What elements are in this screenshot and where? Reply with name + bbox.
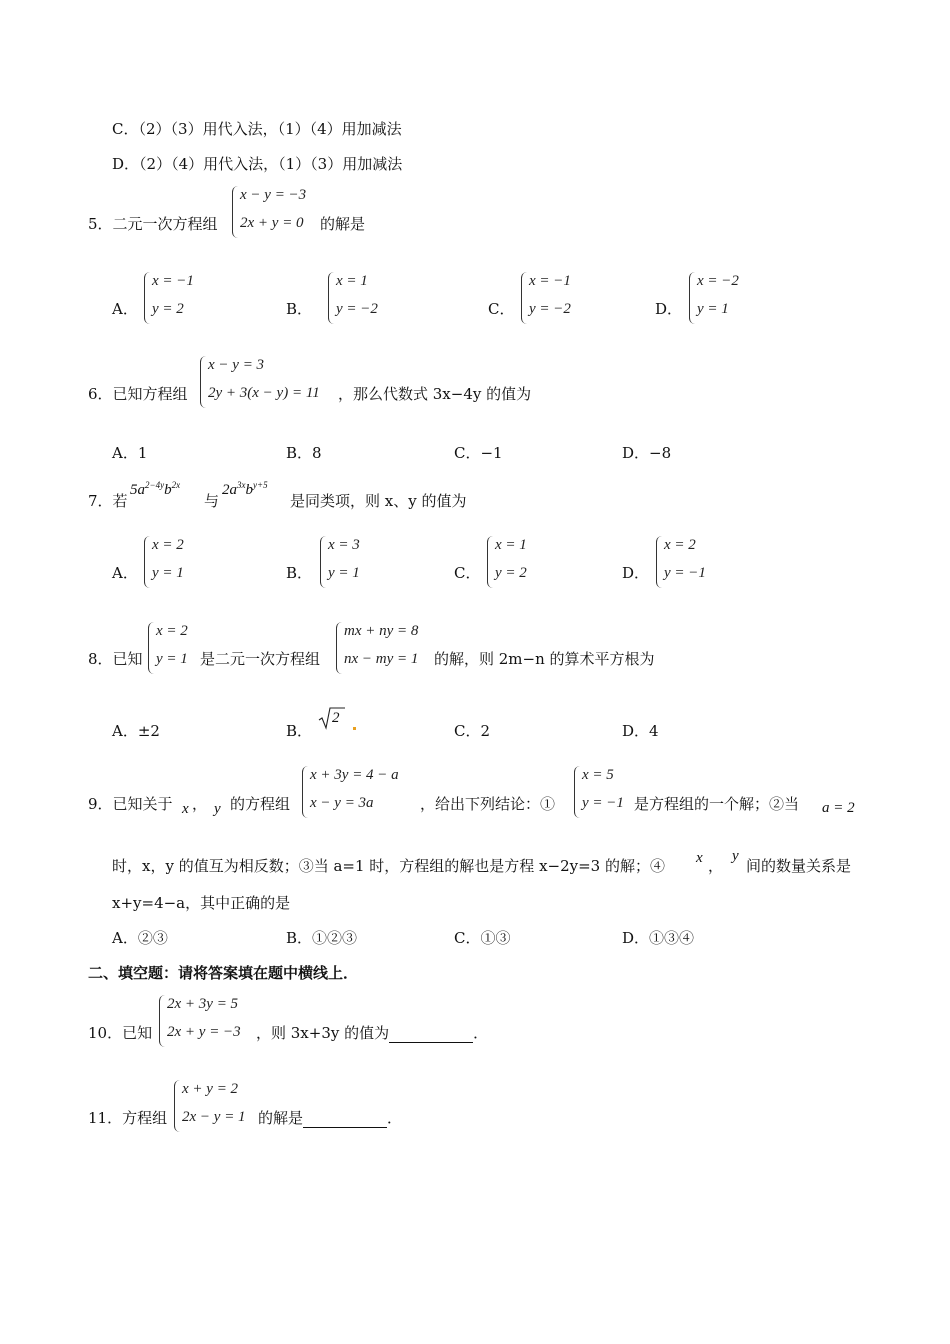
q11-tail-text: 的解是 [258, 1109, 304, 1127]
q9-var-x: x [182, 801, 189, 817]
q11-system [174, 1080, 264, 1132]
term-base: 5a [130, 482, 145, 498]
q5-option-c [521, 272, 591, 324]
period: ． [387, 1109, 403, 1127]
q9-line2-tail: 间的数量关系是 [746, 857, 852, 875]
equation: x = 3 [328, 537, 360, 553]
orange-dot [353, 727, 356, 730]
q5-option-b-label: B． [286, 300, 313, 318]
q5-stem: 5．二元一次方程组 [88, 215, 218, 233]
q7-option-b-label: B． [286, 564, 313, 582]
q9-mid: 的方程组 [230, 795, 291, 813]
period: ． [473, 1024, 489, 1042]
q7-stem: 7．若 [88, 492, 128, 510]
equation: y = −2 [336, 301, 378, 317]
brace-icon [656, 536, 663, 588]
equation: 2x − y = 1 [182, 1109, 246, 1125]
equation: 2x + y = −3 [167, 1024, 241, 1040]
q6-option-a: A．1 [112, 444, 148, 462]
q6-option-b: B．8 [286, 444, 322, 462]
q9-system [302, 766, 422, 818]
equation: 2x + y = 0 [240, 215, 304, 231]
term-base: 2a [222, 482, 237, 498]
q8-option-b: B． [286, 722, 313, 740]
q9-solution [574, 766, 634, 818]
q9-line2: 时，x，y 的值互为相反数；③当 a=1 时，方程组的解也是方程 x−2y=3 的解；④ [112, 857, 665, 875]
brace-icon [148, 622, 155, 674]
equation: 2x + 3y = 5 [167, 996, 239, 1012]
equation: x = 1 [495, 537, 527, 553]
brace-icon [174, 1080, 181, 1132]
equation: x − y = 3a [310, 795, 374, 811]
exponent: y+5 [253, 480, 268, 490]
q8-solution [148, 622, 200, 674]
brace-icon [487, 536, 494, 588]
q5-option-a [144, 272, 214, 324]
equation: x = 5 [582, 767, 614, 783]
equation: nx − my = 1 [344, 651, 419, 667]
brace-icon [336, 622, 343, 674]
q9-line2-y: y [732, 848, 739, 864]
q7-mid: 与 [204, 492, 220, 510]
q8-system [336, 622, 436, 674]
equation: x = 2 [664, 537, 696, 553]
q7-option-a [144, 536, 214, 588]
q10-tail-text: ，则 3x+3y 的值为 [256, 1024, 390, 1042]
q7-term2 [222, 480, 268, 499]
exponent: 2x [171, 480, 181, 490]
section-heading: 二、填空题：请将答案填在题中横线上． [88, 964, 359, 982]
equation: y = 2 [152, 301, 184, 317]
q4-option-d: D．（2）（4）用代入法，（1）（3）用加减法 [112, 155, 403, 173]
q6-stem: 6．已知方程组 [88, 385, 188, 403]
q7-option-c [487, 536, 557, 588]
q7-option-d-label: D． [622, 564, 650, 582]
q9-option-a: A．②③ [112, 929, 168, 947]
brace-icon [200, 356, 207, 408]
q7-tail: 是同类项，则 x、y 的值为 [290, 492, 467, 510]
q5-option-d [689, 272, 759, 324]
brace-icon [689, 272, 696, 324]
equation: x = 2 [152, 537, 184, 553]
equation: x = −1 [152, 273, 194, 289]
equation: y = 2 [495, 565, 527, 581]
brace-icon [320, 536, 327, 588]
sqrt-2 [318, 706, 346, 734]
q7-option-d [656, 536, 726, 588]
equation: y = −1 [664, 565, 706, 581]
q9-stem: 9．已知关于 [88, 795, 173, 813]
brace-icon [144, 272, 151, 324]
brace-icon [328, 272, 335, 324]
q7-term1 [130, 480, 180, 499]
brace-icon [521, 272, 528, 324]
equation: x − y = 3 [208, 357, 265, 373]
q9-option-c: C．①③ [454, 929, 511, 947]
brace-icon [232, 186, 239, 238]
brace-icon [574, 766, 581, 818]
q5-option-a-label: A． [112, 300, 138, 318]
equation: y = −1 [582, 795, 624, 811]
q9-option-d: D．①③④ [622, 929, 695, 947]
brace-icon [159, 995, 166, 1047]
q5-option-d-label: D． [655, 300, 683, 318]
q6-option-d: D．−8 [622, 444, 672, 462]
q8-option-c: C．2 [454, 722, 491, 740]
equation: 2y + 3(x − y) = 11 [208, 385, 320, 401]
equation: y = 1 [697, 301, 729, 317]
exponent: 2−4y [145, 480, 165, 490]
q10-tail [256, 1022, 488, 1043]
q9-line2-x: x [696, 850, 703, 866]
equation: y = 1 [328, 565, 360, 581]
answer-blank[interactable] [389, 1028, 473, 1043]
q9-mid2: ，给出下列结论：① [420, 795, 556, 813]
q6-option-c: C．−1 [454, 444, 503, 462]
brace-icon [144, 536, 151, 588]
q7-option-a-label: A． [112, 564, 138, 582]
q8-tail: 的解，则 2m−n 的算术平方根为 [434, 650, 655, 668]
q8-option-a: A．±2 [112, 722, 160, 740]
equation: y = 1 [152, 565, 184, 581]
q8-mid: 是二元一次方程组 [200, 650, 321, 668]
q7-option-c-label: C． [454, 564, 481, 582]
q8-option-d: D．4 [622, 722, 659, 740]
q4-option-c: C．（2）（3）用代入法，（1）（4）用加减法 [112, 120, 402, 138]
equation: y = 1 [156, 651, 188, 667]
q9-mid3: 是方程组的一个解；②当 [634, 795, 800, 813]
equation: y = −2 [529, 301, 571, 317]
q10-system [159, 995, 259, 1047]
equation: mx + ny = 8 [344, 623, 419, 639]
q9-line2-comma: ， [708, 857, 724, 875]
answer-blank[interactable] [303, 1113, 387, 1128]
q10-stem: 10．已知 [88, 1024, 153, 1042]
equation: x − y = −3 [240, 187, 307, 203]
q11-tail [258, 1107, 402, 1128]
equation: x = 1 [336, 273, 368, 289]
term-base: b [164, 482, 172, 498]
q5-option-b [328, 272, 398, 324]
q9-condition: a = 2 [822, 800, 855, 816]
q5-option-c-label: C． [488, 300, 515, 318]
equation: x = −2 [697, 273, 739, 289]
equation: x + 3y = 4 − a [310, 767, 399, 783]
term-base: b [245, 482, 253, 498]
q7-option-b [320, 536, 390, 588]
q9-line3: x+y=4−a，其中正确的是 [112, 894, 291, 912]
equation: x + y = 2 [182, 1081, 239, 1097]
exponent: 3x [237, 480, 246, 490]
q5-system [232, 186, 332, 238]
q5-tail: 的解是 [320, 215, 366, 233]
q6-tail: ，那么代数式 3x−4y 的值为 [338, 385, 532, 403]
brace-icon [302, 766, 309, 818]
q9-var-y: y [214, 801, 221, 817]
q9-option-b: B．①②③ [286, 929, 358, 947]
q8-stem: 8．已知 [88, 650, 143, 668]
q11-stem: 11．方程组 [88, 1109, 168, 1127]
radicand: 2 [332, 710, 340, 726]
q9-comma: ， [192, 795, 208, 813]
equation: x = 2 [156, 623, 188, 639]
q6-system [200, 356, 340, 408]
equation: x = −1 [529, 273, 571, 289]
